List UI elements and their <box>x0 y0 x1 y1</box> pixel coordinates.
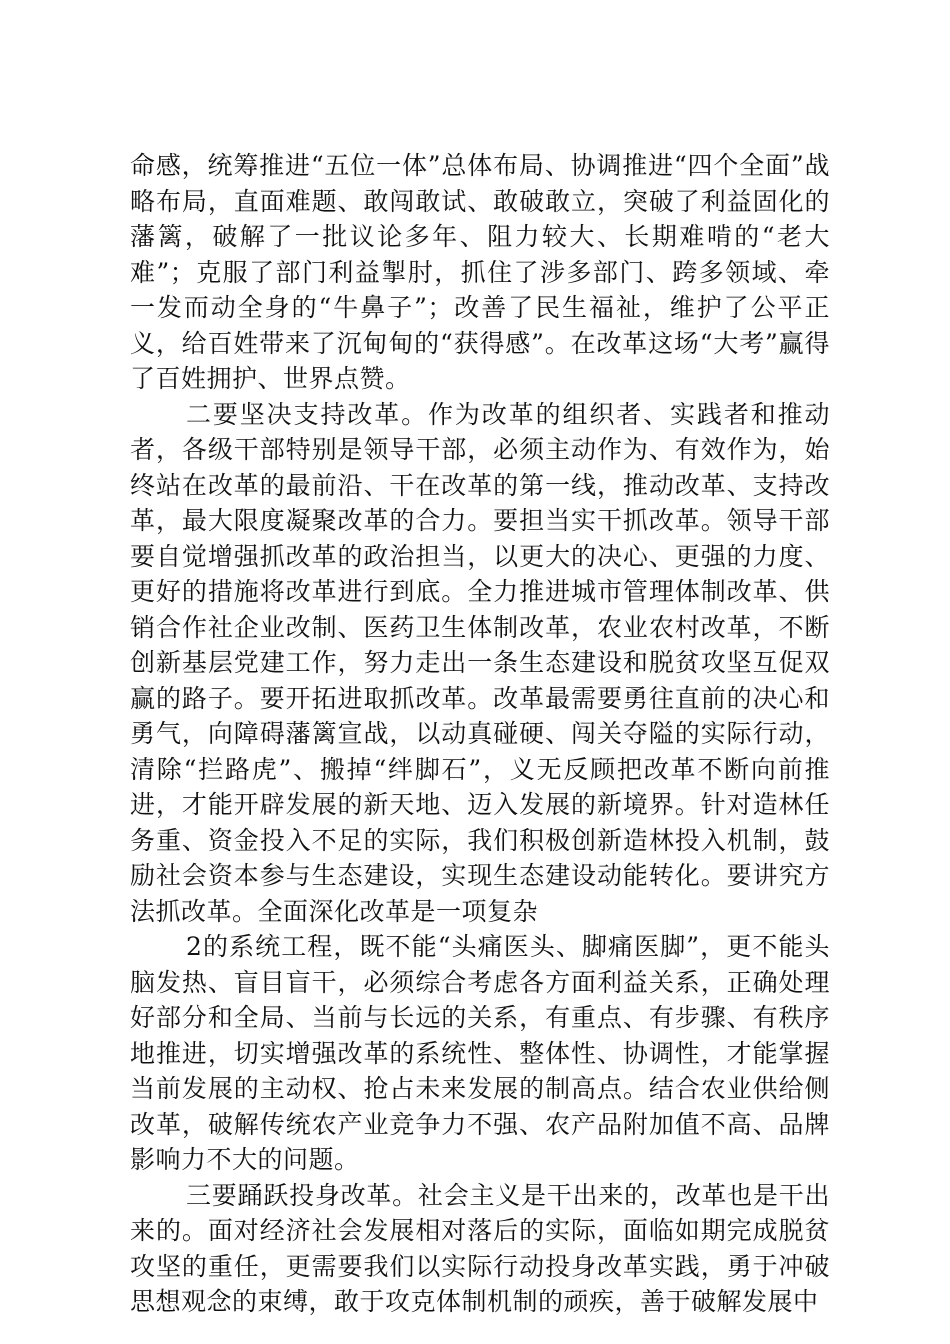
document-body <box>130 148 830 1320</box>
paragraph-1: 命感，统筹推进“五位一体”总体布局、协调推进“四个全面”战略布局，直面难题、敢闯敢试、敢破敢立，突破了利益固化的藩篱，破解了一批议论多年、阻力较大、长期难啃的“老大难”；克服了部门利益掣肘，抓住了涉多部门、跨多领域、牵一发而动全身的“牛鼻子”；改善了民生福祉，维护了公平正义，给百姓带来了沉甸甸的“获得感”。在改革这场“大考”赢得了百姓拥护、世界点赞。 <box>130 151 830 393</box>
paragraph-2: 二要坚决支持改革。作为改革的组织者、实践者和推动者，各级干部特别是领导干部，必须主动作为、有效作为，始终站在改革的最前沿、干在改革的第一线，推动改革、支持改革，最大限度凝聚改革的合力。要担当实干抓改革。领导干部要自觉增强抓改革的政治担当，以更大的决心、更强的力度、更好的措施将改革进行到底。全力推进城市管理体制改革、供销合作社企业改制、医药卫生体制改革，农业农村改革，不断创新基层党建工作，努力走出一条生态建设和脱贫攻坚互促双赢的路子。要开拓进取抓改革。改革最需要勇往直前的决心和勇气，向障碍藩篱宣战，以动真碰硬、闯关夺隘的实际行动，清除“拦路虎”、搬掉“绊脚石”，义无反顾把改革不断向前推进，才能开辟发展的新天地、迈入发展的新境界。针对造林任务重、资金投入不足的实际，我们积极创新造林投入机制，鼓励社会资本参与生态建设，实现生态建设动能转化。要讲究方法抓改革。全面深化改革是一项复杂 <box>130 399 830 926</box>
paragraph-3: 2的系统工程，既不能“头痛医头、脚痛医脚”，更不能头脑发热、盲目盲干，必须综合考虑各方面利益关系，正确处理好部分和全局、当前与长远的关系，有重点、有步骤、有秩序地推进，切实增强改革的系统性、整体性、协调性，才能掌握当前发展的主动权、抢占未来发展的制高点。结合农业供给侧改革，破解传统农产业竞争力不强、农产品附加值不高、品牌影响力不大的问题。 <box>130 932 830 1174</box>
paragraph-4: 三要踊跃投身改革。社会主义是干出来的，改革也是干出来的。面对经济社会发展相对落后的实际，面临如期完成脱贫攻坚的重任，更需要我们以实际行动投身改革实践，勇于冲破思想观念的束缚，敢于攻克体制机制的顽疾，善于破解发展中 <box>130 1180 830 1316</box>
